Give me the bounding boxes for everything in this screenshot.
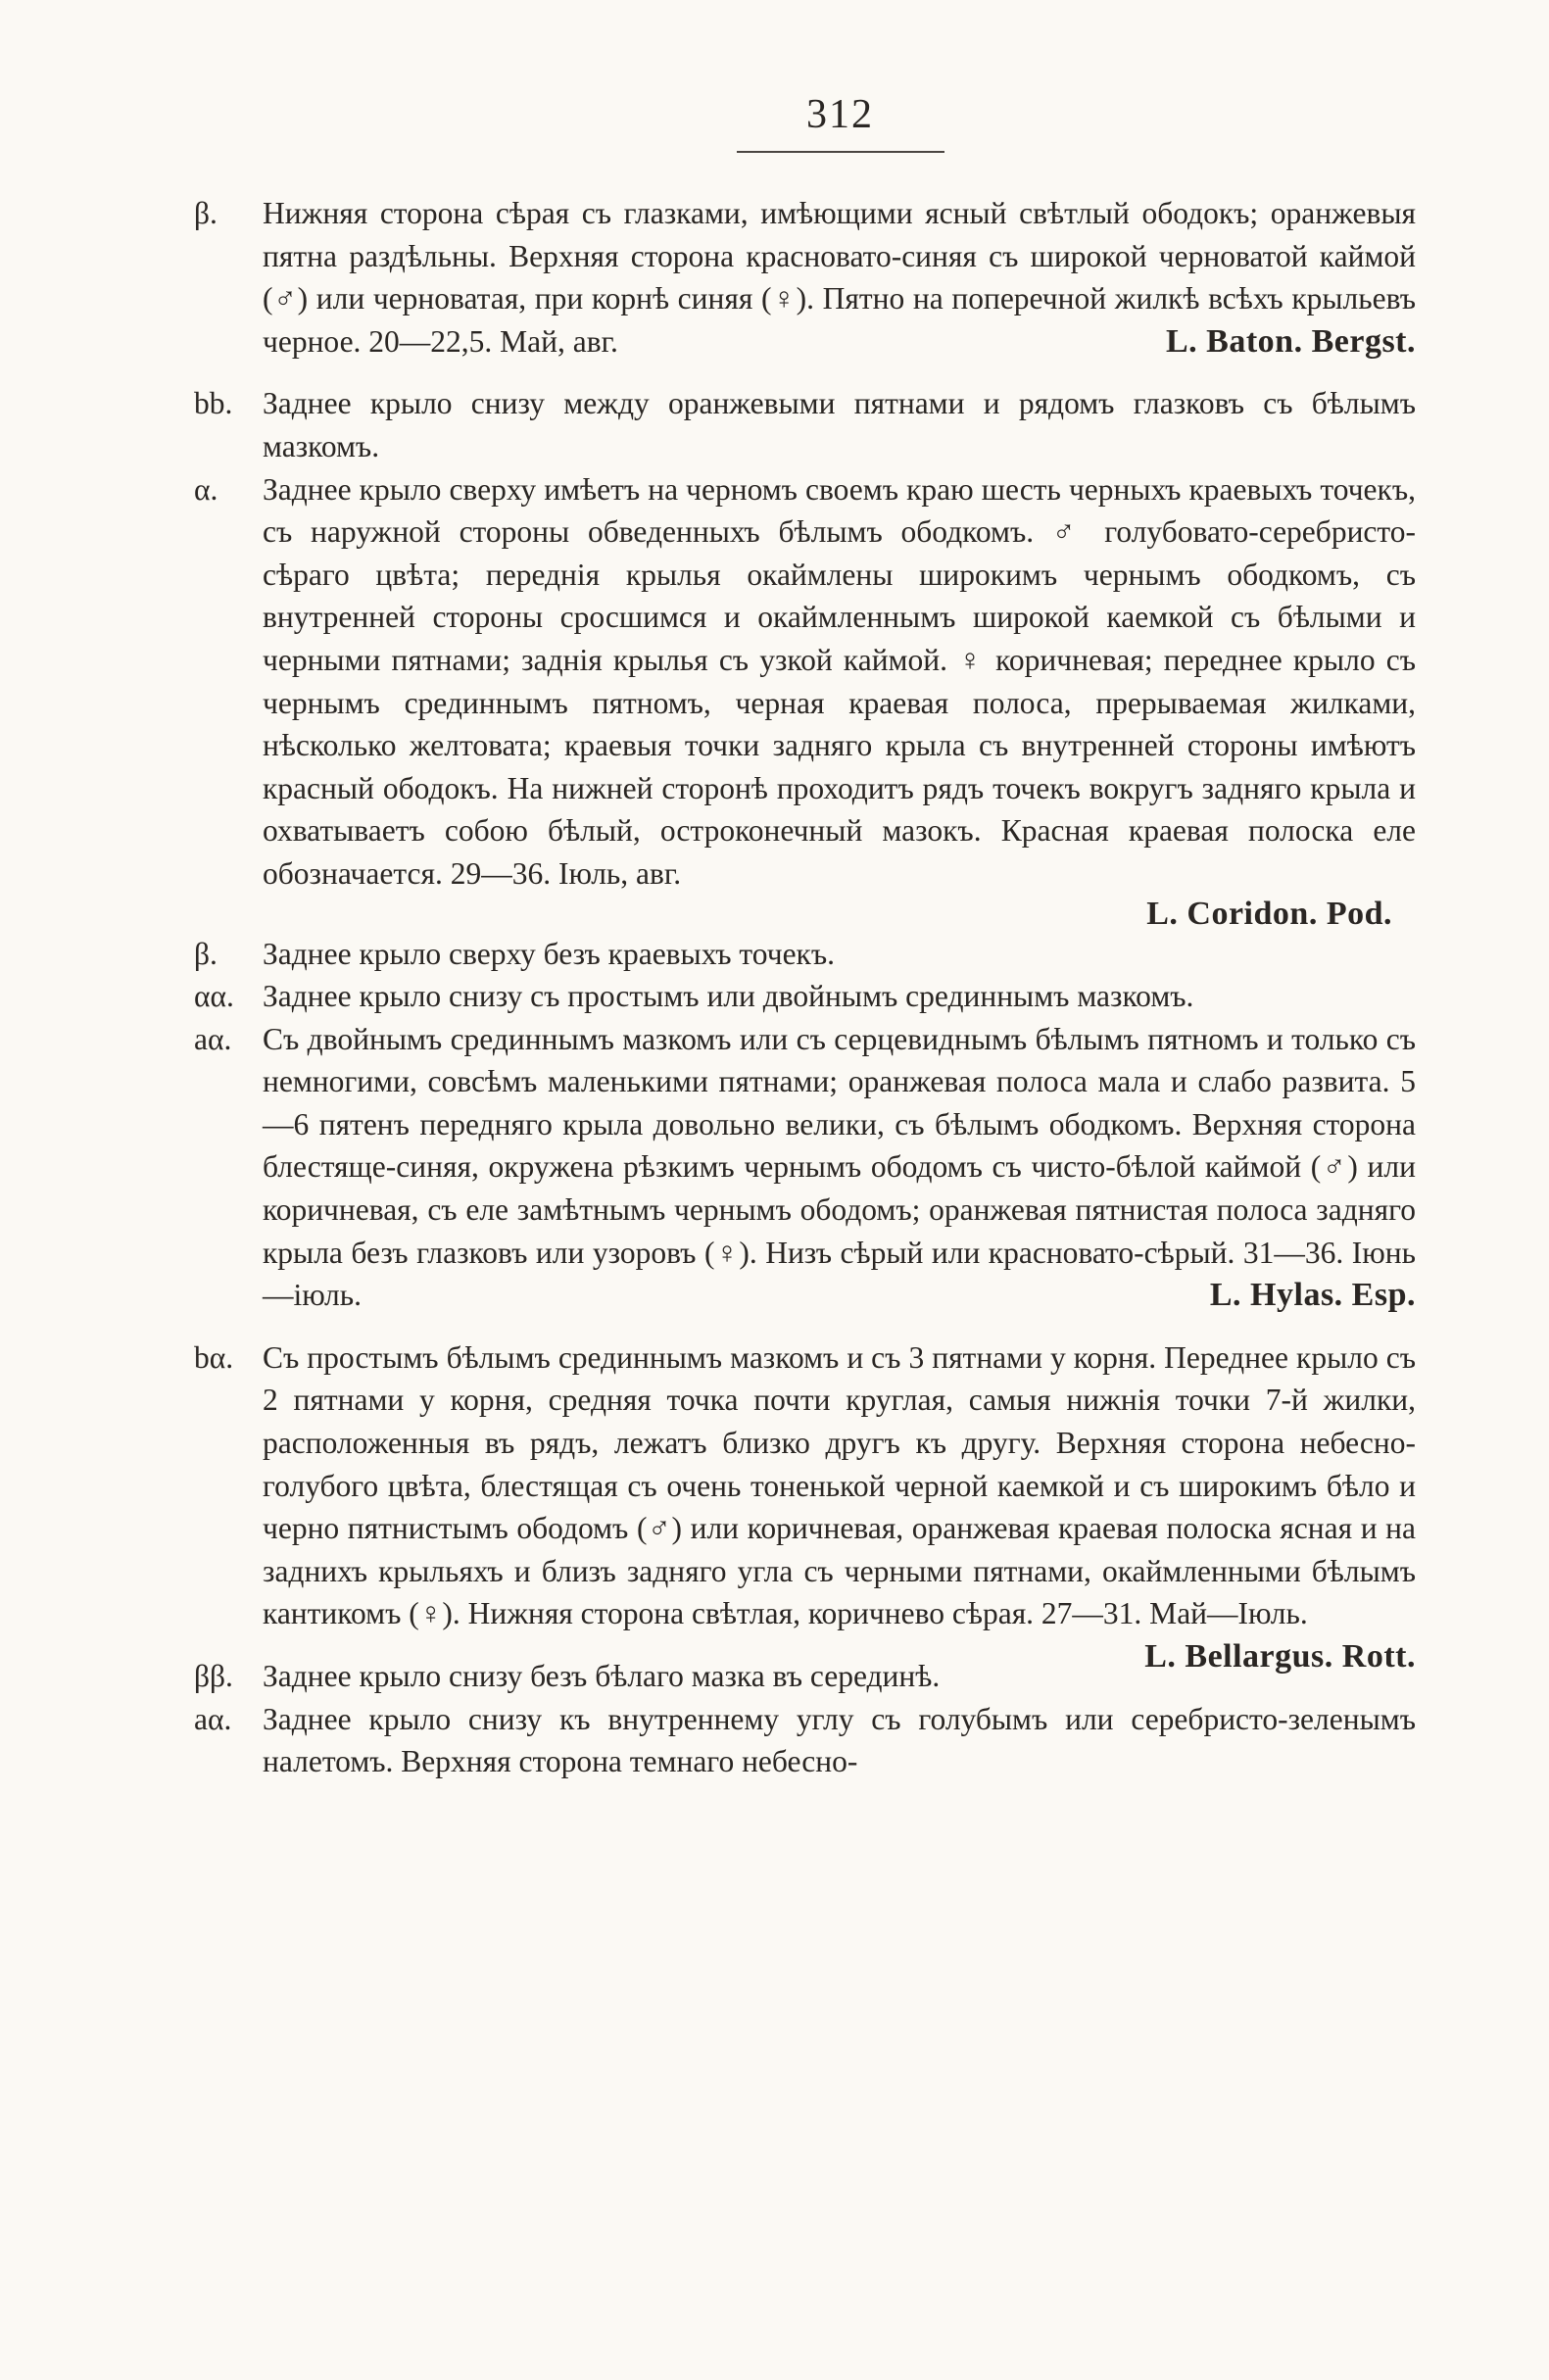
entry-marker: α. (194, 471, 218, 507)
species-name: L. Baton. Bergst. (1166, 322, 1416, 360)
entry-text: Нижняя сторона сѣрая съ глазками, имѣющими ясный свѣтлый ободокъ; оранжевыя пятна раздѣльны. Верхняя сторона красновато-синяя съ широкой черноватой каймой (♂) или черноватая, при корнѣ синяя (♀). Пятно на поперечной жилкѣ всѣхъ крыльевъ черное. 20—22,5. Май, авг. (263, 196, 1416, 359)
species-name: L. Coridon. Pod. (1146, 895, 1392, 932)
entry-marker: aα. (194, 1701, 232, 1736)
entry-marker: aα. (194, 1021, 232, 1056)
key-entry (194, 468, 1416, 896)
key-entry (194, 1018, 1416, 1317)
entry-text: Заднее крыло снизу безъ бѣлаго мазка въ серединѣ. (263, 1659, 941, 1693)
key-entry (194, 1655, 1416, 1698)
entry-marker: αα. (194, 979, 234, 1014)
entry-text: Съ двойнымъ срединнымъ мазкомъ или съ серцевиднымъ бѣлымъ пятномъ и только съ немногими, совсѣмъ маленькими пятнами; оранжевая полоса мала и слабо развита. 5—6 пятенъ передняго крыла довольно велики, съ бѣлымъ ободкомъ. Верхняя сторона блестяще-синяя, окружена рѣзкимъ чернымъ ободомъ съ чисто-бѣлой каймой (♂) или коричневая, съ еле замѣтнымъ чернымъ ободомъ; оранжевая пятнистая полоса задняго крыла безъ глазковъ или узоровъ (♀). Низъ сѣрый или красновато-сѣрый. 31—36. Іюнь—іюль. (263, 1021, 1416, 1313)
key-entry (194, 1698, 1416, 1783)
entry-text: Заднее крыло снизу съ простымъ или двойнымъ срединнымъ мазкомъ. (263, 979, 1194, 1014)
species-name: L. Hylas. Esp. (1209, 1277, 1416, 1314)
key-entry (194, 382, 1416, 467)
entry-text: Заднее крыло сверху имѣетъ на черномъ своемъ краю шесть черныхъ краевыхъ точекъ, съ наружной стороны обведенныхъ бѣлымъ ободкомъ. ♂ голубовато-серебристо-сѣраго цвѣта; переднія крылья окаймлены широкимъ чернымъ ободкомъ, съ внутренней стороны сросшимся и окаймленнымъ широкой каемкой съ бѣлыми и черными пятнами; заднія крылья съ узкой каймой. ♀ коричневая; переднее крыло съ чернымъ срединнымъ пятномъ, черная краевая полоса, прерываемая жилками, нѣсколько желтовата; краевыя точки задняго крыла съ внутренней стороны имѣютъ красный ободокъ. На нижней сторонѣ проходитъ рядъ точекъ вокругъ задняго крыла и охватываетъ собою бѣлый, остроконечный мазокъ. Красная краевая полоска еле обозначается. 29—36. Іюль, авг. (263, 471, 1416, 891)
entry-marker: bb. (194, 386, 233, 421)
entry-marker: ββ. (194, 1659, 233, 1693)
key-entry (194, 975, 1416, 1018)
entry-text: Съ простымъ бѣлымъ срединнымъ мазкомъ и съ 3 пятнами у корня. Переднее крыло съ 2 пятнами у корня, средняя точка почти круглая, самыя нижнія точки 7-й жилки, расположенныя въ рядъ, лежатъ близко другъ къ другу. Верхняя сторона небесно-голубого цвѣта, блестящая съ очень тоненькой черной каемкой и съ широкимъ бѣло и черно пятнистымъ ободомъ (♂) или коричневая, оранжевая краевая полоска ясная и на заднихъ крыльяхъ и близъ задняго угла съ черными пятнами, окаймленными бѣлымъ кантикомъ (♀). Нижняя сторона свѣтлая, коричнево сѣрая. 27—31. Май—Іюль. (263, 1339, 1416, 1631)
entry-marker: β. (194, 936, 218, 971)
key-entry (194, 1336, 1416, 1675)
key-entry (194, 933, 1416, 976)
species-name: L. Bellargus. Rott. (1144, 1638, 1416, 1675)
entry-marker: bα. (194, 1339, 234, 1375)
page-number: 312 (806, 92, 874, 137)
entry-text: Заднее крыло снизу къ внутреннему углу съ голубымъ или серебристо-зеленымъ налетомъ. Верхняя сторона темнаго небесно- (263, 1701, 1416, 1779)
entry-text: Заднее крыло снизу между оранжевыми пятнами и рядомъ глазковъ съ бѣлымъ мазкомъ. (263, 386, 1416, 463)
header-rule (737, 151, 944, 153)
entry-marker: β. (194, 196, 218, 230)
entry-text: Заднее крыло сверху безъ краевыхъ точекъ. (263, 936, 836, 971)
key-entry (194, 192, 1416, 363)
